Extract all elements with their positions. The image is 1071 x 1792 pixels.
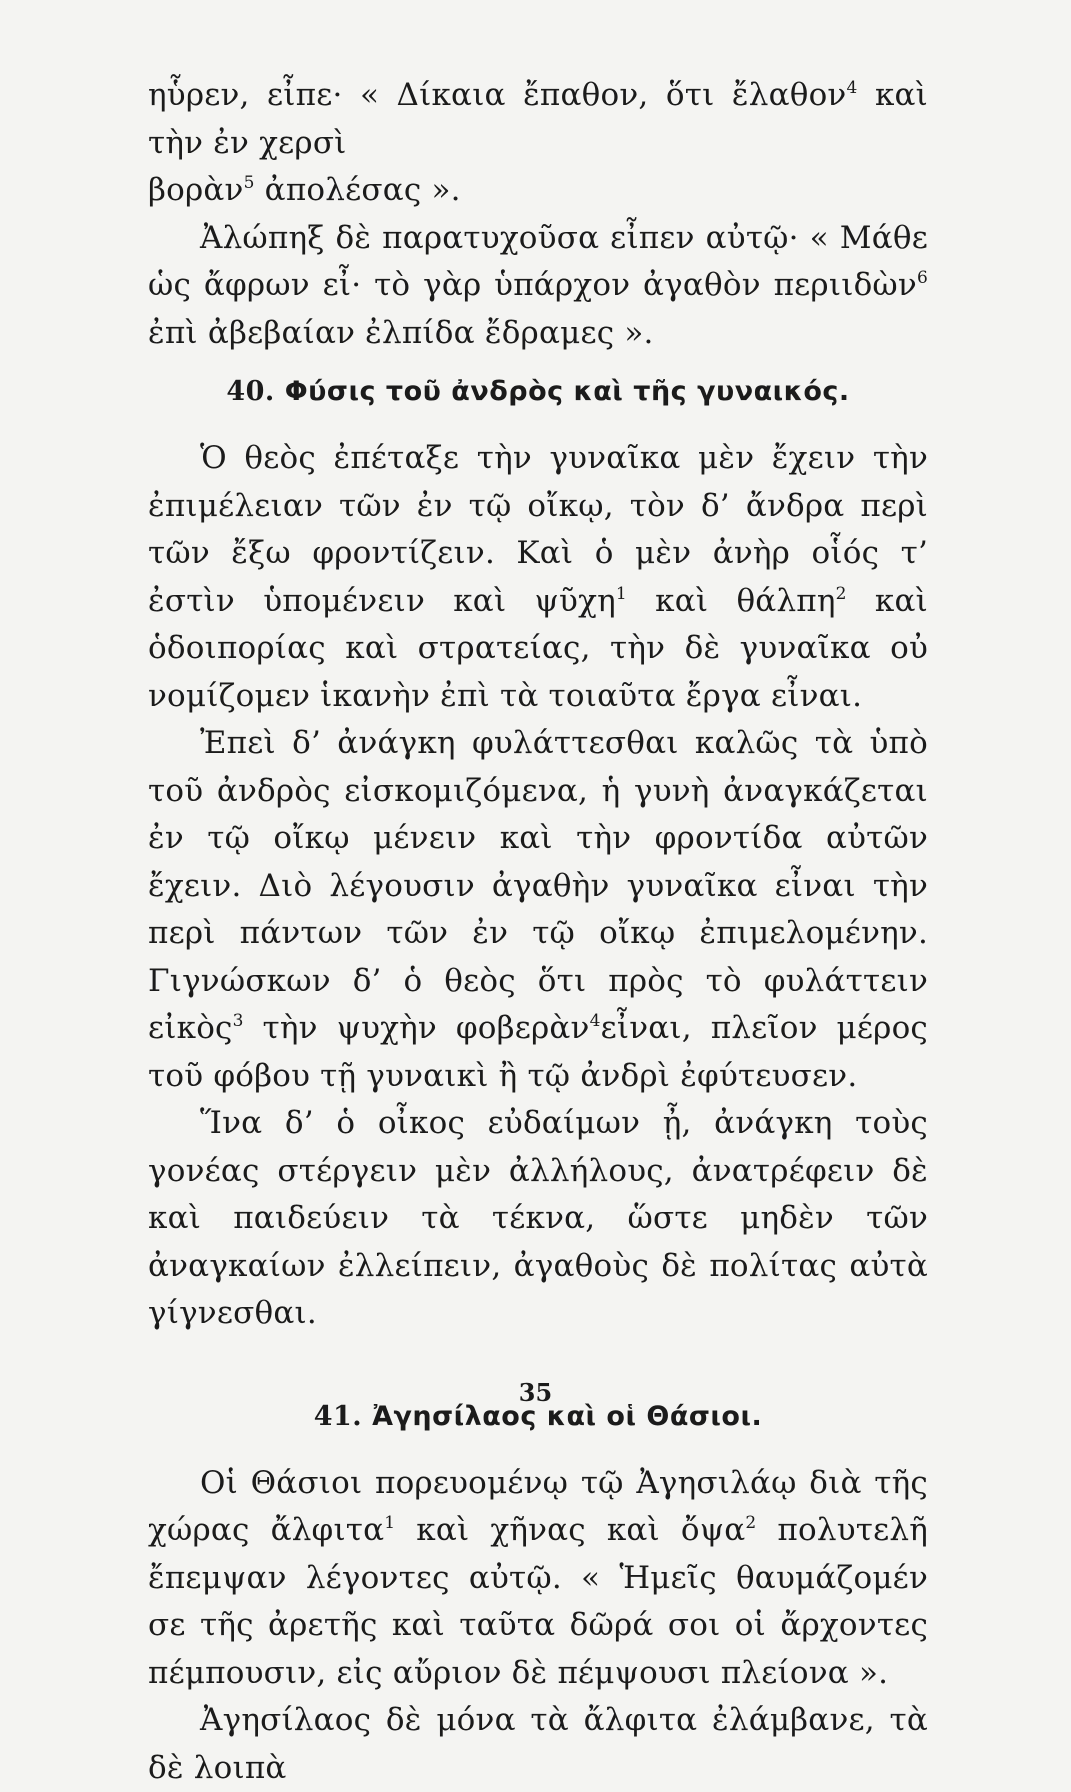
section-number: 41. <box>313 1400 363 1432</box>
text-run: βορὰν <box>148 172 244 208</box>
section-gap <box>148 1338 928 1382</box>
text-run: ηὗρεν, εἶπε· « Δίκαια ἔπαθον, ὅτι ἔλαθον <box>148 77 847 113</box>
footnote-ref: 3 <box>232 1011 244 1031</box>
text-run: ἀπολέσας ». <box>254 172 461 208</box>
section-number: 40. <box>226 376 275 407</box>
section-title: Φύσις τοῦ ἀνδρὸς καὶ τῆς γυναικός. <box>284 376 850 407</box>
footnote-ref: 1 <box>384 1513 396 1533</box>
section-40-heading <box>148 371 928 413</box>
footnote-ref: 2 <box>835 583 847 604</box>
text-run: ἔδραμες ». <box>484 314 654 351</box>
text-run: πολυτελῆ ἔπεμψαν λέγοντες αὐτῷ. « Ἡμεῖς θαυμάζομέν σε τῆς ἀρετῆς καὶ ταῦτα δῶρά σοι οἱ ἄρχοντες πέμπουσιν, εἰς αὔριον δὲ πέμψουσι πλείονα ». <box>148 1512 928 1691</box>
text-run: Ὁ θεὸς ἐπέταξε τὴν γυναῖκα μὲν ἔχειν τὴν ἐπιμέλειαν τῶν ἐν τῷ οἴκῳ, τὸν δ’ ἄνδρα περὶ τῶν ἔξω φροντίζειν. Καὶ ὁ μὲν ἀνὴρ οἷός τ’ ἐστὶν ὑπομένειν καὶ ψῦχη <box>148 440 928 619</box>
text-run: καὶ ὁδοιπορίας καὶ στρατείας, τὴν δὲ γυναῖκα οὐ νομίζομεν ἱκανὴν ἐπὶ τὰ τοιαῦτα ἔργα εἶναι. <box>148 582 928 714</box>
section-40-paragraph-3: Ἵνα δ’ ὁ οἶκος εὐδαίμων ᾖ, ἀνάγκη τοὺς γονέας στέργειν μὲν ἀλλήλους, ἀνατρέφειν δὲ καὶ παιδεύειν τὰ τέκνα, ὥστε μηδὲν τῶν ἀναγκαίων ἐλλείπειν, ἀγαθοὺς δὲ πολίτας αὐτὰ γίγνεσθαι. <box>148 1105 928 1331</box>
fable-ending-line-1 <box>148 72 928 167</box>
text-run: καὶ θάλπη <box>626 582 836 619</box>
footnote-ref: 1 <box>615 583 627 604</box>
text-run: Οἱ Θάσιοι πορευομένῳ τῷ Ἀγησιλάῳ διὰ τῆς χώρας ἄλφιτα <box>148 1464 928 1548</box>
text-run: ἐπὶ ἀβεβαίαν ἐλπίδα <box>148 314 475 351</box>
footnote-ref: 2 <box>745 1513 757 1533</box>
text-run: εἶ· τὸ γὰρ ὑπάρχον ἀγαθὸν περιιδὼν <box>322 267 917 303</box>
text-run: Ἐπεὶ δ’ ἀνάγκη φυλάττεσθαι καλῶς τὰ ὑπὸ τοῦ ἀνδρὸς εἰσκομιζόμενα, ἡ γυνὴ ἀναγκάζεται ἐν τῷ οἴκῳ μένειν καὶ τὴν φροντίδα αὐτῶν ἔχειν. Διὸ λέγουσιν ἀγαθὴν γυναῖκα εἶναι τὴν περὶ πάντων τῶν ἐν τῷ οἴκῳ ἐπιμελομένην. Γιγνώσκων δ’ ὁ θεὸς ὅτι πρὸς τὸ φυλάττειν εἰκὸς <box>148 725 928 1046</box>
section-40-paragraph-2 <box>148 720 928 1100</box>
section-40-paragraph-1 <box>148 435 928 720</box>
footnote-ref: 6 <box>916 268 928 288</box>
section-41-paragraph-2: Ἀγησίλαος δὲ μόνα τὰ ἄλφιτα ἐλάμβανε, τὰ δὲ λοιπὰ <box>148 1702 928 1786</box>
text-run: Ἀλώπηξ δὲ παρατυχοῦσα εἶπεν αὐτῷ· « Μάθε ὡς ἄφρων <box>148 219 928 303</box>
section-title: Ἀγησίλαος καὶ οἱ Θάσιοι. <box>372 1400 763 1432</box>
page-number: 35 <box>518 1378 553 1407</box>
section-41-paragraph-1 <box>148 1460 928 1698</box>
page-text <box>148 72 928 1792</box>
text-run: καὶ τὴν ἐν χερσὶ <box>148 77 929 161</box>
text-run: τὴν ψυχὴν φοβερὰν <box>243 1010 590 1046</box>
fable-ending-line-2 <box>148 167 928 215</box>
footnote-ref: 4 <box>589 1011 601 1031</box>
footnote-ref: 5 <box>243 173 255 193</box>
text-run: καὶ χῆνας καὶ ὄψα <box>395 1512 746 1548</box>
text-run: εἶναι, πλεῖον μέρος τοῦ φόβου τῇ γυναικὶ ἢ τῷ ἀνδρὶ ἐφύτευσεν. <box>148 1010 928 1094</box>
footnote-ref: 4 <box>846 78 858 98</box>
fable-paragraph <box>148 215 928 358</box>
